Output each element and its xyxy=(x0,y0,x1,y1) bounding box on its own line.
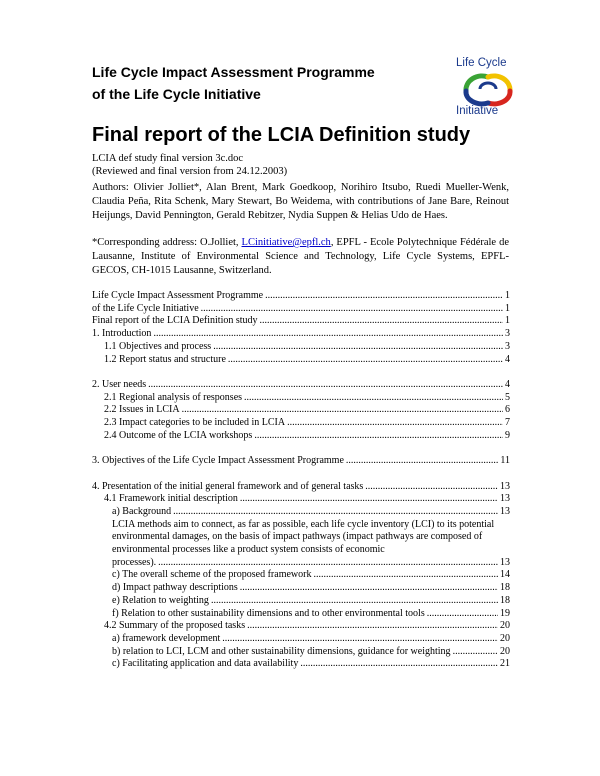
toc-entry[interactable] xyxy=(92,328,510,341)
toc-entry[interactable] xyxy=(92,620,510,633)
logo-rings-icon xyxy=(452,71,524,107)
corresponding-address xyxy=(92,236,509,278)
toc-leader-dots xyxy=(346,455,498,468)
toc-leader-dots xyxy=(427,608,498,621)
toc-leader-dots xyxy=(182,404,503,417)
toc-gap xyxy=(92,366,510,379)
toc-entry-title: a) Background xyxy=(112,505,172,517)
toc-leader-dots xyxy=(173,506,498,519)
toc-entry-title: 4. Presentation of the initial general framework and of general tasks xyxy=(92,480,364,492)
toc-entry[interactable] xyxy=(92,392,510,405)
logo-top-text: Life Cycle xyxy=(456,57,507,69)
toc-leader-dots xyxy=(365,481,498,494)
toc-page-number: 4 xyxy=(505,353,510,365)
toc-leader-dots xyxy=(260,315,503,328)
toc-page-number: 11 xyxy=(500,455,510,467)
toc-leader-dots xyxy=(265,290,503,303)
toc-page-number: 7 xyxy=(505,417,510,429)
programme-title-line2: of the Life Cycle Initiative xyxy=(92,86,261,102)
toc-page-number: 3 xyxy=(505,340,510,352)
toc-entry[interactable] xyxy=(92,646,510,659)
toc-leader-dots xyxy=(300,658,498,671)
toc-entry[interactable] xyxy=(92,481,510,494)
toc-entry-title: 4.2 Summary of the proposed tasks xyxy=(104,620,246,632)
toc-entry-title: d) Impact pathway descriptions xyxy=(112,582,238,594)
corresponding-prefix: *Corresponding address: O.Jolliet, xyxy=(92,237,242,248)
toc-leader-dots xyxy=(247,620,498,633)
toc-entry-title: processes). xyxy=(112,556,157,568)
toc-page-number: 19 xyxy=(500,607,510,619)
toc-entry[interactable] xyxy=(92,506,510,519)
toc-entry-text: LCIA methods aim to connect, as far as possible, each life cycle inventory (LCI) to its potential environmental damages, on the basis of impact pathways (impact pathways are composed of environmental processes like a product system consists of economic xyxy=(112,518,495,556)
toc-entry-title: 1. Introduction xyxy=(92,328,152,340)
toc-entry-title: f) Relation to other sustainability dimensions and to other environmental tools xyxy=(112,607,425,619)
toc-entry[interactable] xyxy=(92,582,510,595)
toc-entry[interactable] xyxy=(92,455,510,468)
toc-entry[interactable] xyxy=(92,493,510,506)
toc-page-number: 21 xyxy=(500,658,510,670)
corresponding-suffix: , EPFL - Ecole Polytechnique Fédérale de Lausanne, Institute of Environmental Science and Technology, Life Cycle Systems, EPFL-GECOS, CH-1015 Lausanne, Switzerland. xyxy=(92,237,509,276)
toc-page-number: 18 xyxy=(500,582,510,594)
toc-page-number: 14 xyxy=(500,569,510,581)
toc-entry[interactable] xyxy=(92,315,510,328)
toc-entry-title: c) Facilitating application and data availability xyxy=(112,658,299,670)
toc-gap xyxy=(92,468,510,481)
toc-entry[interactable] xyxy=(92,595,510,608)
toc-page-number: 3 xyxy=(505,328,510,340)
toc-entry-title: 4.1 Framework initial description xyxy=(104,493,238,505)
table-of-contents xyxy=(92,290,510,671)
toc-entry[interactable] xyxy=(92,658,510,671)
toc-entry[interactable] xyxy=(92,633,510,646)
toc-entry-title: 3. Objectives of the Life Cycle Impact Assessment Programme xyxy=(92,455,344,467)
toc-page-number: 20 xyxy=(500,620,510,632)
email-link[interactable]: LCinitiative@epfl.ch xyxy=(241,237,331,248)
toc-page-number: 9 xyxy=(505,429,510,441)
toc-page-number: 1 xyxy=(505,302,510,314)
toc-page-number: 1 xyxy=(505,290,510,301)
toc-entry[interactable] xyxy=(92,557,510,570)
toc-gap xyxy=(92,442,510,455)
toc-page-number: 1 xyxy=(505,315,510,327)
toc-leader-dots xyxy=(158,557,498,570)
toc-entry-title: Life Cycle Impact Assessment Programme xyxy=(92,290,264,301)
toc-leader-dots xyxy=(201,303,503,316)
toc-leader-dots xyxy=(313,569,498,582)
toc-entry[interactable] xyxy=(92,404,510,417)
document-meta xyxy=(92,152,287,178)
toc-leader-dots xyxy=(153,328,503,341)
authors-paragraph: Authors: Olivier Jolliet*, Alan Brent, Mark Goedkoop, Norihiro Itsubo, Ruedi Mueller-Wenk, Claudia Peña, Rita Schenk, Mary Stewart, Bo Weidema, with contributions of Jane Bare, Reinout Heijungs, David Pennington, Gerald Rebitzer, Nydia Suppen & Helias Udo de Haes. xyxy=(92,182,509,221)
toc-entry-title: 2.1 Regional analysis of responses xyxy=(104,391,243,403)
toc-entry[interactable] xyxy=(92,608,510,621)
toc-entry-title: e) Relation to weighting xyxy=(112,594,209,606)
toc-entry-title: 2. User needs xyxy=(92,378,147,390)
toc-entry-title: 1.1 Objectives and process xyxy=(104,340,212,352)
toc-entry-title: of the Life Cycle Initiative xyxy=(92,302,199,314)
report-title: Final report of the LCIA Definition study xyxy=(92,124,471,146)
toc-page-number: 20 xyxy=(500,645,510,657)
toc-leader-dots xyxy=(244,392,503,405)
toc-entry-title: c) The overall scheme of the proposed framework xyxy=(112,569,312,581)
toc-entry[interactable] xyxy=(92,379,510,392)
toc-leader-dots xyxy=(240,582,498,595)
toc-page-number: 13 xyxy=(500,505,510,517)
toc-entry[interactable] xyxy=(92,303,510,316)
toc-page-number: 6 xyxy=(505,404,510,416)
toc-page-number: 13 xyxy=(500,556,510,568)
toc-leader-dots xyxy=(254,430,503,443)
toc-entry[interactable] xyxy=(92,354,510,367)
toc-page-number: 13 xyxy=(500,493,510,505)
toc-page-number: 18 xyxy=(500,594,510,606)
toc-leader-dots xyxy=(287,417,503,430)
logo-bottom-text: Initiative xyxy=(456,105,499,117)
toc-leader-dots xyxy=(453,646,498,659)
toc-entry-title: 1.2 Report status and structure xyxy=(104,353,226,365)
toc-page-number: 5 xyxy=(505,391,510,403)
toc-page-number: 4 xyxy=(505,378,510,390)
toc-leader-dots xyxy=(213,341,503,354)
toc-leader-dots xyxy=(222,633,498,646)
programme-title-line1: Life Cycle Impact Assessment Programme xyxy=(92,64,375,80)
toc-leader-dots xyxy=(211,595,498,608)
toc-entry-title: b) relation to LCI, LCM and other sustainability dimensions, guidance for weighting xyxy=(112,645,451,657)
toc-entry-title: 2.3 Impact categories to be included in LCIA xyxy=(104,417,286,429)
toc-entry[interactable] xyxy=(92,341,510,354)
toc-entry[interactable] xyxy=(92,290,510,303)
toc-entry-title: Final report of the LCIA Definition study xyxy=(92,315,258,327)
toc-leader-dots xyxy=(148,379,503,392)
toc-entry[interactable] xyxy=(92,430,510,443)
toc-page-number: 13 xyxy=(500,480,510,492)
toc-entry[interactable] xyxy=(92,417,510,430)
life-cycle-initiative-logo xyxy=(452,57,524,121)
toc-leader-dots xyxy=(240,493,498,506)
toc-entry-title: 2.2 Issues in LCIA xyxy=(104,404,180,416)
toc-entry-title: a) framework development xyxy=(112,632,221,644)
doc-review-line: (Reviewed and final version from 24.12.2003) xyxy=(92,166,288,177)
doc-version-line: LCIA def study final version 3c.doc xyxy=(92,153,244,164)
toc-entry-title: 2.4 Outcome of the LCIA workshops xyxy=(104,429,253,441)
toc-leader-dots xyxy=(228,354,503,367)
toc-entry[interactable] xyxy=(92,569,510,582)
toc-page-number: 20 xyxy=(500,632,510,644)
